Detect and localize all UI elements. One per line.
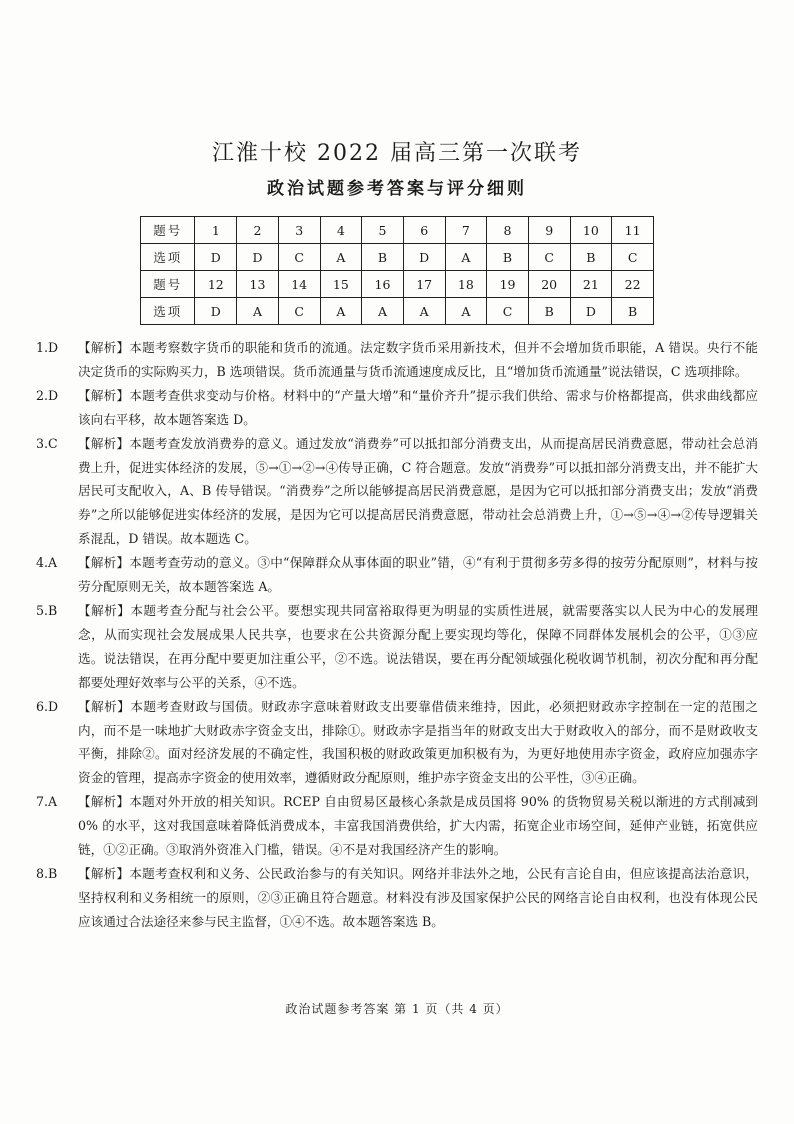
question-number: 9 bbox=[528, 217, 570, 244]
explanation-item bbox=[36, 384, 758, 432]
answer-option: A bbox=[237, 298, 279, 325]
question-number: 15 bbox=[320, 271, 362, 298]
explanation-number: 5.B bbox=[36, 602, 58, 618]
answer-option: C bbox=[278, 244, 320, 271]
explanation-number: 1.D bbox=[36, 340, 59, 355]
question-number: 10 bbox=[570, 217, 612, 244]
answer-option: C bbox=[278, 298, 320, 325]
answer-option: B bbox=[612, 298, 654, 325]
question-number: 20 bbox=[528, 271, 570, 298]
question-row-2 bbox=[141, 271, 654, 298]
answer-option: D bbox=[237, 244, 279, 271]
row-label-question: 题号 bbox=[141, 271, 195, 298]
page-footer: 政治试题参考答案 第 1 页（共 4 页） bbox=[285, 1002, 509, 1016]
answer-option: B bbox=[570, 244, 612, 271]
explanation-item bbox=[36, 790, 758, 862]
question-number: 14 bbox=[278, 271, 320, 298]
answer-option: D bbox=[195, 298, 237, 325]
explanation-text: 【解析】本题考查权利和义务、公民政治参与的有关知识。网络并非法外之地，公民有言论自由，但应该提高法治意识，坚持权利和义务相统一的原则，②③正确且符合题意。材料没有涉及国家保护公民的网络言论自由权利，也没有体现公民应该通过合法途径来参与民主监督，①④不选。故本题答案选 B。 bbox=[78, 865, 758, 929]
row-label-option: 选项 bbox=[141, 244, 195, 271]
question-row-1 bbox=[141, 217, 654, 244]
answer-option: A bbox=[445, 244, 487, 271]
row-label-question: 题号 bbox=[141, 217, 195, 244]
explanation-number: 3.C bbox=[36, 435, 58, 451]
answer-option: C bbox=[487, 298, 529, 325]
answer-option: B bbox=[362, 244, 404, 271]
question-number: 2 bbox=[237, 217, 279, 244]
explanation-text: 【解析】本题考查发放消费券的意义。通过发放“消费券”可以抵扣部分消费支出，从而提高居民消费意愿，带动社会总消费上升，促进实体经济的发展，⑤→①→②→④传导正确，C 符合题意。发放“消费券”可以抵扣部分消费支出，并不能扩大居民可支配收入，A、B 传导错误。“消费券”之所以能够提高居民消费意愿，是因为它可以抵扣部分消费支出；发放“消费券”之所以能够促进实体经济的发展，是因为它可以提高居民消费意愿，带动社会总消费上升，①→⑤→④→②传导逻辑关系混乱，D 错误。故本题选 C。 bbox=[78, 435, 758, 547]
question-number: 8 bbox=[487, 217, 529, 244]
answer-option: A bbox=[320, 298, 362, 325]
answer-option: B bbox=[487, 244, 529, 271]
question-number: 16 bbox=[362, 271, 404, 298]
explanations bbox=[36, 336, 758, 934]
question-number: 19 bbox=[487, 271, 529, 298]
question-number: 17 bbox=[403, 271, 445, 298]
answer-option: A bbox=[362, 298, 404, 325]
question-number: 1 bbox=[195, 217, 237, 244]
question-number: 6 bbox=[403, 217, 445, 244]
explanation-item bbox=[36, 599, 758, 695]
explanation-item bbox=[36, 862, 758, 934]
answer-option: D bbox=[403, 244, 445, 271]
row-label-option: 选项 bbox=[141, 298, 195, 325]
answer-option: A bbox=[320, 244, 362, 271]
explanation-item bbox=[36, 551, 758, 599]
answer-table bbox=[140, 216, 654, 325]
answer-option: C bbox=[612, 244, 654, 271]
document-title: 江淮十校 2022 届高三第一次联考 bbox=[212, 141, 582, 166]
explanation-text: 【解析】本题考查劳动的意义。③中“保障群众从事体面的职业”错，④“有利于贯彻多劳多得的按劳分配原则”，材料与按劳分配原则无关，故本题答案选 A。 bbox=[78, 555, 758, 595]
explanation-number: 6.D bbox=[36, 698, 59, 714]
explanation-number: 7.A bbox=[36, 794, 58, 810]
explanation-item bbox=[36, 336, 758, 384]
document-subtitle: 政治试题参考答案与评分细则 bbox=[267, 179, 527, 199]
explanation-text: 【解析】本题考察数字货币的职能和货币的流通。法定数字货币采用新技术，但并不会增加货币职能，A 错误。央行不能决定货币的实际购买力，B 选项错误。货币流通量与货币流通速度成反比，且“增加货币流通量”说法错误，C 选项排除。 bbox=[78, 340, 758, 379]
question-number: 22 bbox=[612, 271, 654, 298]
question-number: 11 bbox=[612, 217, 654, 244]
explanation-text: 【解析】本题对外开放的相关知识。RCEP 自由贸易区最核心条款是成员国将 90% 的货物贸易关税以渐进的方式削减到 0% 的水平，这对我国意味着降低消费成本，丰富我国消费供给，扩大内需，拓宽企业市场空间，延伸产业链，拓宽供应链，①②正确。③取消外资准入门槛，错误。④不是对我国经济产生的影响。 bbox=[78, 794, 758, 858]
explanation-text: 【解析】本题考查分配与社会公平。要想实现共同富裕取得更为明显的实质性进展，就需要落实以人民为中心的发展理念，从而实现社会发展成果人民共享，也要求在公共资源分配上要实现均等化，保障不同群体发展机会的公平，①③应选。说法错误，在再分配中要更加注重公平，②不选。说法错误，要在再分配领域强化税收调节机制，初次分配和再分配都要处理好效率与公平的关系，④不选。 bbox=[78, 602, 758, 690]
explanation-number: 4.A bbox=[36, 555, 58, 571]
question-number: 4 bbox=[320, 217, 362, 244]
answer-option: A bbox=[403, 298, 445, 325]
option-row-2 bbox=[141, 298, 654, 325]
question-number: 18 bbox=[445, 271, 487, 298]
question-number: 5 bbox=[362, 217, 404, 244]
question-number: 7 bbox=[445, 217, 487, 244]
question-number: 13 bbox=[237, 271, 279, 298]
answer-option: D bbox=[195, 244, 237, 271]
answer-option: B bbox=[528, 298, 570, 325]
question-number: 3 bbox=[278, 217, 320, 244]
question-number: 21 bbox=[570, 271, 612, 298]
explanation-number: 2.D bbox=[36, 387, 59, 403]
answer-option: C bbox=[528, 244, 570, 271]
explanation-item bbox=[36, 432, 758, 552]
explanation-text: 【解析】本题考查财政与国债。财政赤字意味着财政支出要靠借债来维持，因此，必须把财政赤字控制在一定的范围之内，而不是一味地扩大财政赤字资金支出，排除①。财政赤字是指当年的财政支出大于财政收入的部分，而不是财政收支平衡，排除②。面对经济发展的不确定性，我国积极的财政政策更加积极有为，为更好地使用赤字资金，政府应加强赤字资金的管理，提高赤字资金的使用效率，遵循财政分配原则，维护赤字资金支出的公平性，③④正确。 bbox=[78, 698, 758, 786]
explanation-number: 8.B bbox=[36, 865, 58, 881]
answer-option: A bbox=[445, 298, 487, 325]
explanation-text: 【解析】本题考查供求变动与价格。材料中的“产量大增”和“量价齐升”提示我们供给、需求与价格都提高，供求曲线都应该向右平移，故本题答案选 D。 bbox=[78, 387, 758, 427]
question-number: 12 bbox=[195, 271, 237, 298]
answer-option: D bbox=[570, 298, 612, 325]
explanation-item bbox=[36, 695, 758, 791]
option-row-1 bbox=[141, 244, 654, 271]
